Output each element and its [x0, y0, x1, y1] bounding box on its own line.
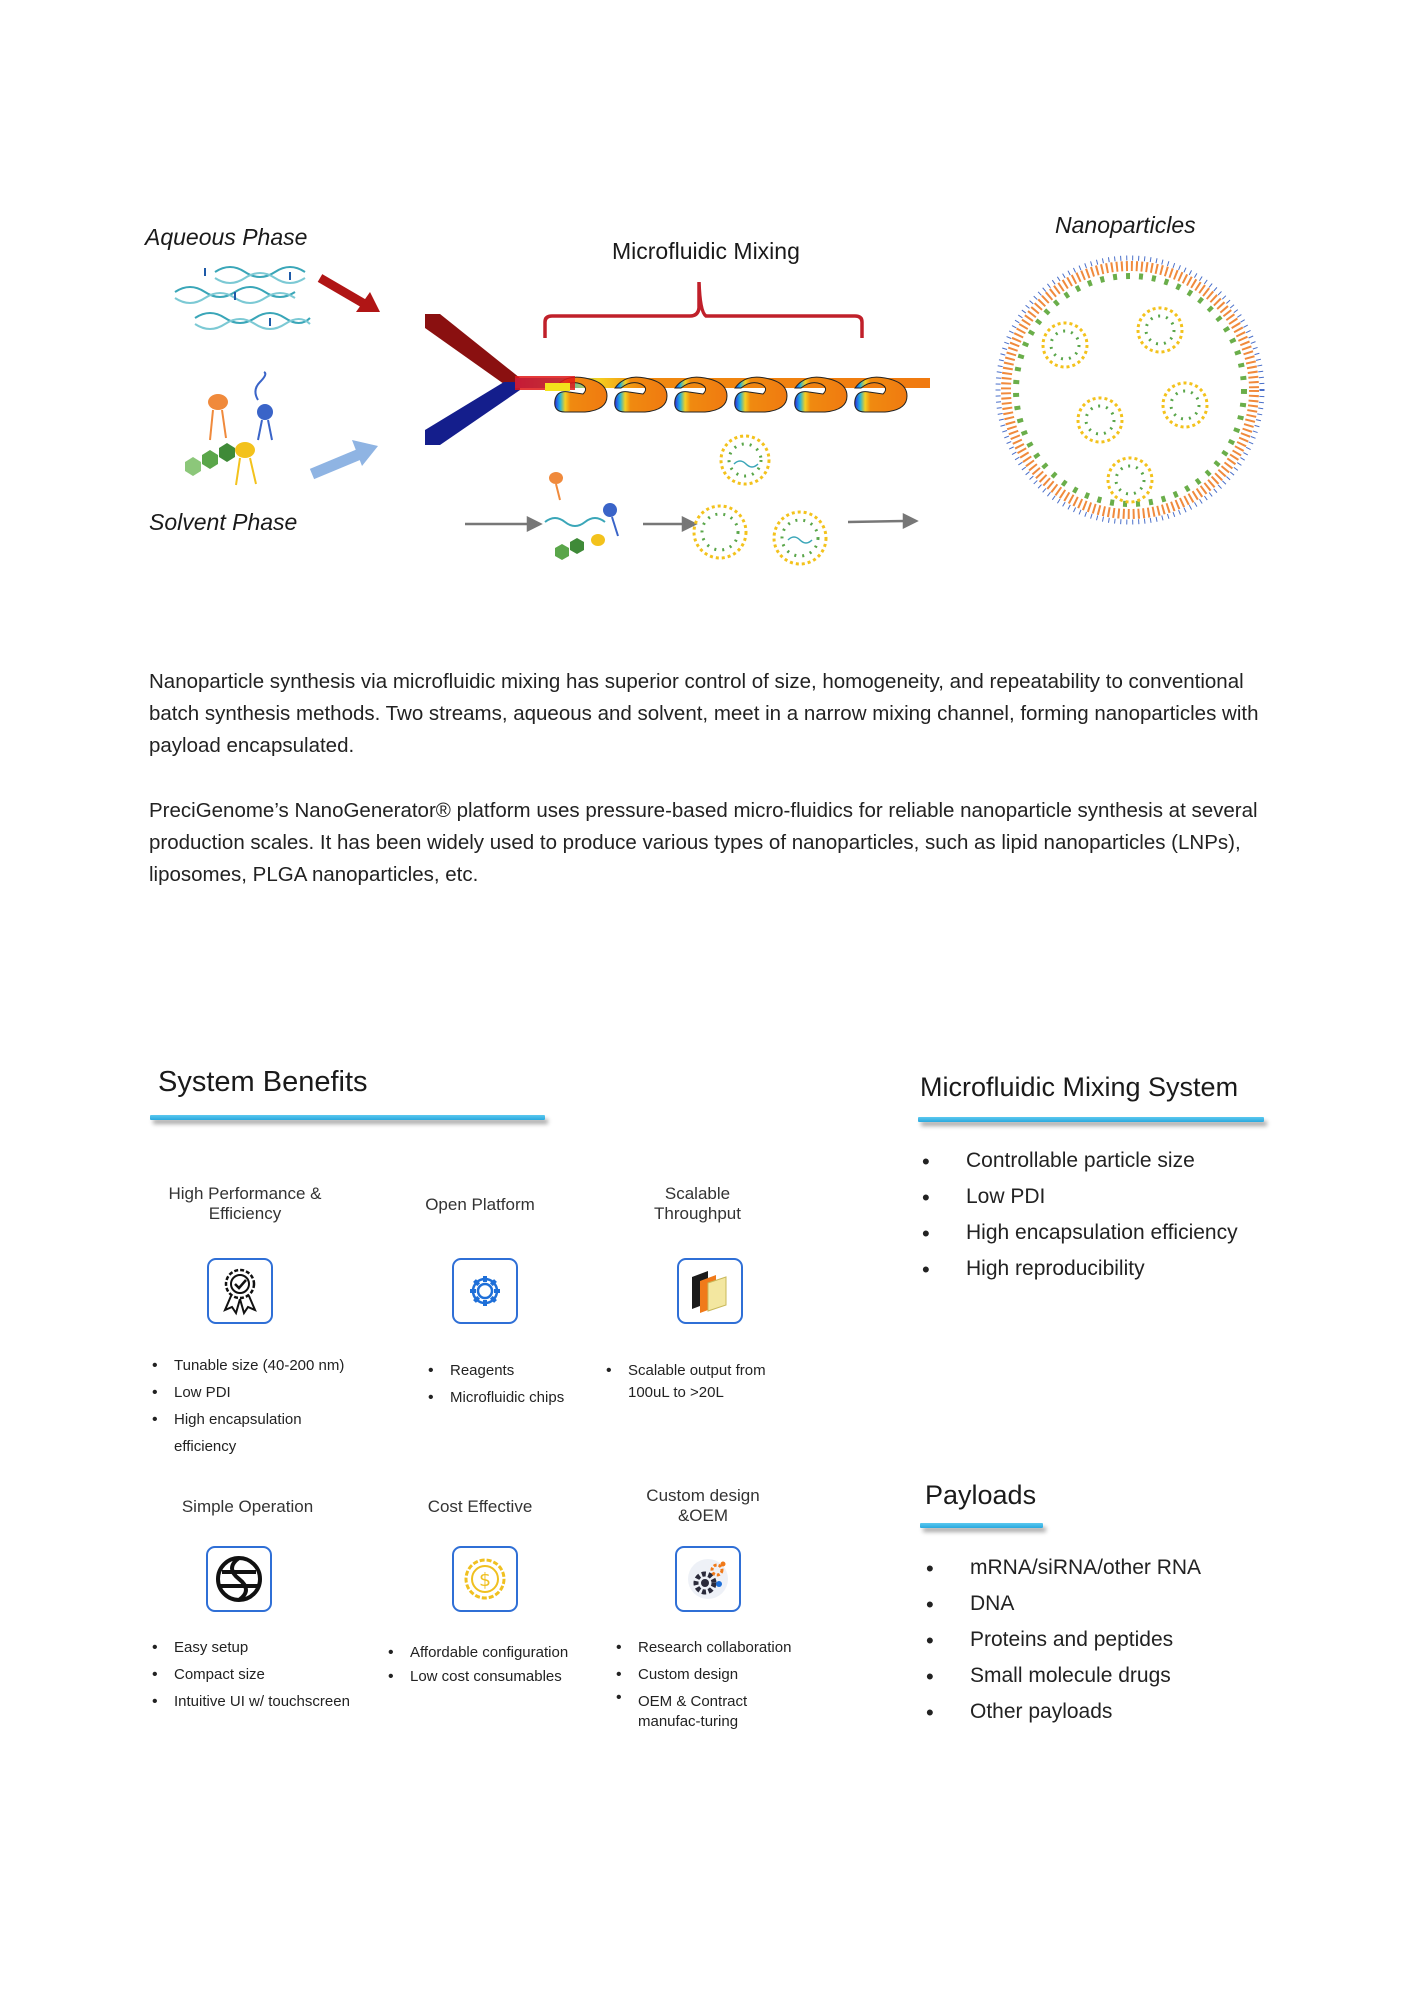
gears-icon	[675, 1546, 741, 1612]
list-item: • OEM & Contract manufac-turing	[614, 1688, 808, 1732]
aqueous-arrow-icon	[320, 278, 380, 312]
nanoparticles-label: Nanoparticles	[1055, 212, 1196, 238]
lipid-molecules-icon	[185, 372, 273, 485]
list-item: • Intuitive UI w/ touchscreen	[150, 1688, 380, 1715]
nanoparticle-icon	[998, 258, 1262, 522]
list-item: • Controllable particle size	[922, 1143, 1342, 1179]
mixing-system-title: Microfluidic Mixing System	[920, 1072, 1239, 1102]
list-item: • Proteins and peptides	[926, 1622, 1346, 1658]
list-item: • Microfluidic chips	[426, 1384, 626, 1411]
list-item: • Other payloads	[926, 1694, 1346, 1730]
benefit-list-cost-effective	[386, 1641, 606, 1689]
benefit-list-simple-operation	[150, 1634, 380, 1715]
list-item: • Low cost consumables	[386, 1665, 606, 1689]
list-item: • Research collaboration	[614, 1634, 829, 1661]
list-item: • Custom design	[614, 1661, 829, 1688]
process-reagents-icon	[545, 472, 618, 560]
list-item: • Compact size	[150, 1661, 380, 1688]
benefit-title-cost-effective: Cost Effective	[427, 1497, 533, 1516]
process-flow	[465, 515, 916, 530]
aqueous-inlet	[425, 314, 520, 384]
dollar-seal-icon	[452, 1546, 518, 1612]
benefit-title-performance: High Performance & Efficiency	[168, 1184, 322, 1223]
mixing-channel	[515, 376, 930, 412]
payloads-underline	[920, 1523, 1043, 1528]
layers-icon	[677, 1258, 743, 1324]
list-item: • High encapsulation efficiency	[922, 1215, 1342, 1251]
solvent-inlet	[425, 382, 520, 445]
system-benefits-underline	[150, 1115, 545, 1120]
list-item: • mRNA/siRNA/other RNA	[926, 1550, 1346, 1586]
forming-particles-icon	[694, 436, 826, 564]
benefit-title-open-platform: Open Platform	[425, 1195, 535, 1214]
award-badge-icon	[207, 1258, 273, 1324]
list-item: • Reagents	[426, 1357, 626, 1384]
list-item: • Small molecule drugs	[926, 1658, 1346, 1694]
payloads-list	[926, 1550, 1346, 1730]
list-item: • High reproducibility	[922, 1251, 1342, 1287]
benefit-list-open-platform	[426, 1357, 626, 1411]
list-item: • DNA	[926, 1586, 1346, 1622]
benefit-list-custom-design	[614, 1634, 829, 1732]
payloads-title: Payloads	[925, 1480, 1037, 1510]
svg-text:$: $	[478, 1569, 492, 1591]
dna-strands-icon	[175, 267, 310, 329]
solvent-arrow-icon	[312, 440, 378, 474]
mixing-brace	[545, 282, 862, 338]
list-item: • Scalable output from 100uL to >20L	[604, 1360, 784, 1404]
mixing-system-list	[922, 1143, 1342, 1287]
system-benefits-title: System Benefits	[158, 1066, 368, 1098]
list-item: • High encapsulation efficiency	[150, 1406, 324, 1460]
microfluidic-mixing-label: Microfluidic Mixing	[612, 238, 800, 264]
aqueous-phase-label: Aqueous Phase	[145, 224, 308, 250]
intro-paragraph-1: Nanoparticle synthesis via microfluidic mixing has superior control of size, homogeneity, and repeatability to conventional batch synthesis methods. Two streams, aqueous and solvent, meet in a narrow mixing channel, forming nanoparticles with payload encapsulated.	[149, 670, 1259, 757]
globe-icon	[206, 1546, 272, 1612]
list-item: • Low PDI	[922, 1179, 1342, 1215]
list-item: • Affordable configuration	[386, 1641, 606, 1665]
solvent-phase-label: Solvent Phase	[149, 509, 298, 535]
benefit-title-custom-design: Custom design &OEM	[646, 1486, 760, 1525]
benefit-list-scalable	[604, 1360, 784, 1404]
list-item: • Low PDI	[150, 1379, 370, 1406]
intro-paragraph-2: PreciGenome’s NanoGenerator® platform uses pressure-based micro-fluidics for reliable nanoparticle synthesis at several production scales. It has been widely used to produce various types of nanoparticles, such as lipid nanoparticles (LNPs), liposomes, PLGA nanoparticles, etc.	[149, 799, 1258, 886]
benefit-list-performance	[150, 1352, 370, 1460]
mixing-system-underline	[918, 1117, 1264, 1122]
benefit-title-simple-operation: Simple Operation	[181, 1497, 314, 1516]
list-item: • Easy setup	[150, 1634, 380, 1661]
gear-icon	[452, 1258, 518, 1324]
benefit-title-scalable: Scalable Throughput	[654, 1184, 741, 1223]
list-item: • Tunable size (40-200 nm)	[150, 1352, 370, 1379]
synthesis-diagram	[0, 250, 1414, 610]
